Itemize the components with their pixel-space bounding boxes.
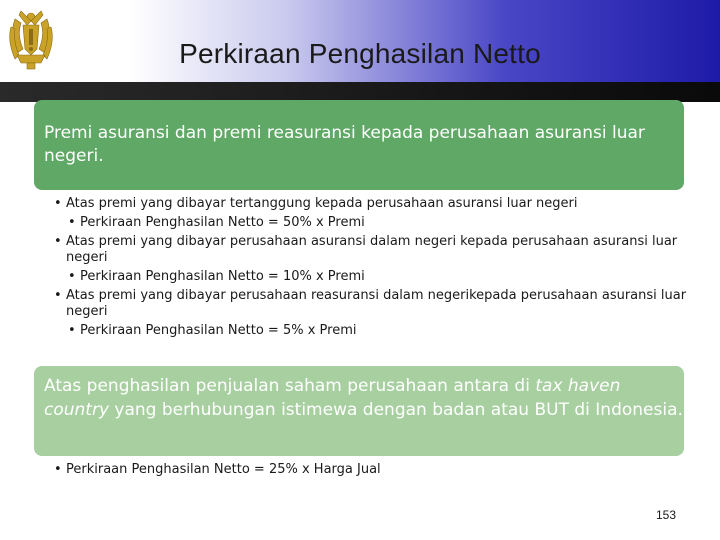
section1-bullet-list xyxy=(0,196,720,342)
page-number: 153 xyxy=(655,508,676,522)
section2-bullet-list xyxy=(0,462,720,481)
heading-text-italic: tax haven country xyxy=(44,376,621,420)
section-heading-saham-tax-haven xyxy=(34,366,684,456)
bullet-item: • Atas premi yang dibayar perusahaan reasuransi dalam negerikepada perusahaan asuransi luar negeri xyxy=(0,288,720,320)
sub-bullet-item: • Perkiraan Penghasilan Netto = 50% x Premi xyxy=(0,215,720,231)
section-heading-premi-asuransi: Premi asuransi dan premi reasuransi kepada perusahaan asuransi luar negeri. xyxy=(34,100,684,190)
header-divider-bar xyxy=(0,82,720,102)
heading-text-part1: Atas penghasilan penjualan saham perusahaan antara di xyxy=(44,376,536,396)
sub-bullet-item: • Perkiraan Penghasilan Netto = 10% x Premi xyxy=(0,269,720,285)
slide-title: Perkiraan Penghasilan Netto xyxy=(179,38,541,69)
sub-bullet-item: • Perkiraan Penghasilan Netto = 5% x Premi xyxy=(0,323,720,339)
heading-text-part2: yang berhubungan istimewa dengan badan atau BUT di Indonesia. xyxy=(109,400,683,420)
bullet-item: • Perkiraan Penghasilan Netto = 25% x Harga Jual xyxy=(0,462,720,478)
bullet-item: • Atas premi yang dibayar tertanggung kepada perusahaan asuransi luar negeri xyxy=(0,196,720,212)
bullet-item: • Atas premi yang dibayar perusahaan asuransi dalam negeri kepada perusahaan asuransi luar negeri xyxy=(0,234,720,266)
